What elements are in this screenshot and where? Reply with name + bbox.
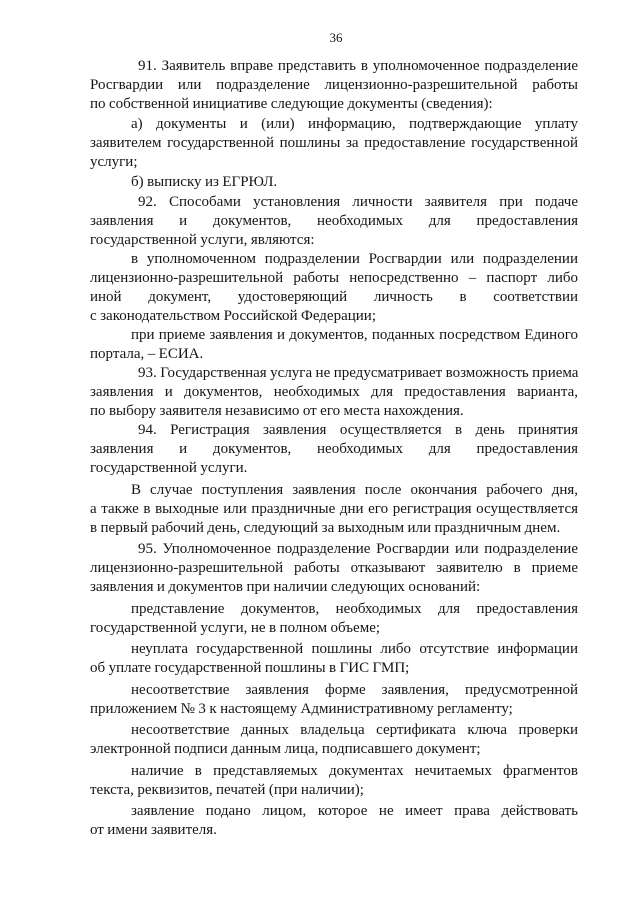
identification-in-person: [90, 250, 578, 326]
text-line: портала, – ЕСИА.: [90, 346, 204, 362]
text-line: с законодательством Российской Федерации;: [90, 308, 376, 324]
text-line: электронной подписи данным лица, подписавшего документ;: [90, 741, 481, 757]
text-line: приложением № 3 к настоящему Административному регламенту;: [90, 700, 513, 717]
paragraph-91: [90, 57, 578, 114]
page-number: 36: [329, 30, 343, 45]
text-line: 94. Регистрация заявления осуществляется в день принятия: [138, 422, 578, 438]
text-line: заявления и документов при наличии следующих оснований:: [90, 579, 481, 595]
refusal-ground-unreadable: [90, 762, 578, 800]
text-line: лицензионно-разрешительной работы отказывают заявителю в приеме: [90, 560, 578, 576]
subitem-a: [90, 115, 578, 172]
text-line: 95. Уполномоченное подразделение Росгвардии или подразделение: [138, 541, 578, 557]
text-line: а также в выходные или праздничные дни его регистрация осуществляется: [90, 500, 578, 517]
text-line: Росгвардии или подразделение лицензионно-разрешительной работы: [90, 77, 578, 93]
document-body: [90, 57, 578, 840]
text-line: в уполномоченном подразделении Росгвардии или подразделении: [131, 251, 578, 267]
text-line: наличие в представляемых документах нечитаемых фрагментов: [131, 762, 578, 779]
subitem-b: [90, 173, 578, 192]
text-line: заявления и документов, необходимых для предоставления варианта,: [90, 384, 578, 400]
text-line: текста, реквизитов, печатей (при наличии);: [90, 781, 364, 798]
refusal-ground-form: [90, 681, 578, 719]
text-line: 92. Способами установления личности заявителя при подаче: [138, 194, 578, 210]
text-line: в первый рабочий день, следующий за выходным или праздничным днем.: [90, 519, 561, 536]
text-line: заявителем государственной пошлины за предоставление государственной: [90, 135, 578, 151]
paragraph-94-continued: [90, 481, 578, 538]
text-line: В случае поступления заявления после окончания рабочего дня,: [131, 481, 578, 498]
text-line: б) выписку из ЕГРЮЛ.: [131, 174, 278, 190]
text-line: от имени заявителя.: [90, 822, 217, 838]
text-line: об уплате государственной пошлины в ГИС ГМП;: [90, 660, 410, 676]
text-line: неуплата государственной пошлины либо отсутствие информации: [131, 641, 578, 657]
identification-portal: [90, 326, 578, 364]
text-line: иной документ, удостоверяющий личность в соответствии: [90, 289, 578, 305]
refusal-ground-authority: [90, 802, 578, 840]
text-line: лицензионно-разрешительной работы непосредственно – паспорт либо: [90, 270, 578, 286]
text-line: 91. Заявитель вправе представить в уполномоченное подразделение: [138, 58, 578, 74]
text-line: несоответствие заявления форме заявления, предусмотренной: [131, 681, 578, 698]
refusal-ground-signature: [90, 721, 578, 759]
text-line: заявления и документов, необходимых для предоставления: [90, 441, 578, 457]
text-line: услуги;: [90, 154, 138, 170]
text-line: при приеме заявления и документов, поданных посредством Единого: [131, 327, 578, 343]
refusal-ground-incomplete: [90, 600, 578, 638]
refusal-ground-fee: [90, 640, 578, 678]
text-line: заявление подано лицом, которое не имеет права действовать: [131, 803, 578, 819]
text-line: несоответствие данных владельца сертификата ключа проверки: [131, 722, 578, 738]
text-line: заявления и документов, необходимых для предоставления: [90, 213, 578, 229]
text-line: по собственной инициативе следующие документы (сведения):: [90, 96, 493, 112]
text-line: 93. Государственная услуга не предусматривает возможность приема: [138, 365, 579, 381]
text-line: а) документы и (или) информацию, подтверждающие уплату: [131, 116, 578, 132]
paragraph-94: [90, 421, 578, 478]
text-line: государственной услуги, не в полном объеме;: [90, 619, 381, 636]
paragraph-93: [90, 364, 578, 421]
text-line: государственной услуги, являются:: [90, 232, 315, 248]
paragraph-92: [90, 193, 578, 250]
text-line: по выбору заявителя независимо от его места нахождения.: [90, 403, 464, 419]
paragraph-95: [90, 540, 578, 597]
text-line: представление документов, необходимых для предоставления: [131, 600, 578, 617]
text-line: государственной услуги.: [90, 460, 248, 476]
